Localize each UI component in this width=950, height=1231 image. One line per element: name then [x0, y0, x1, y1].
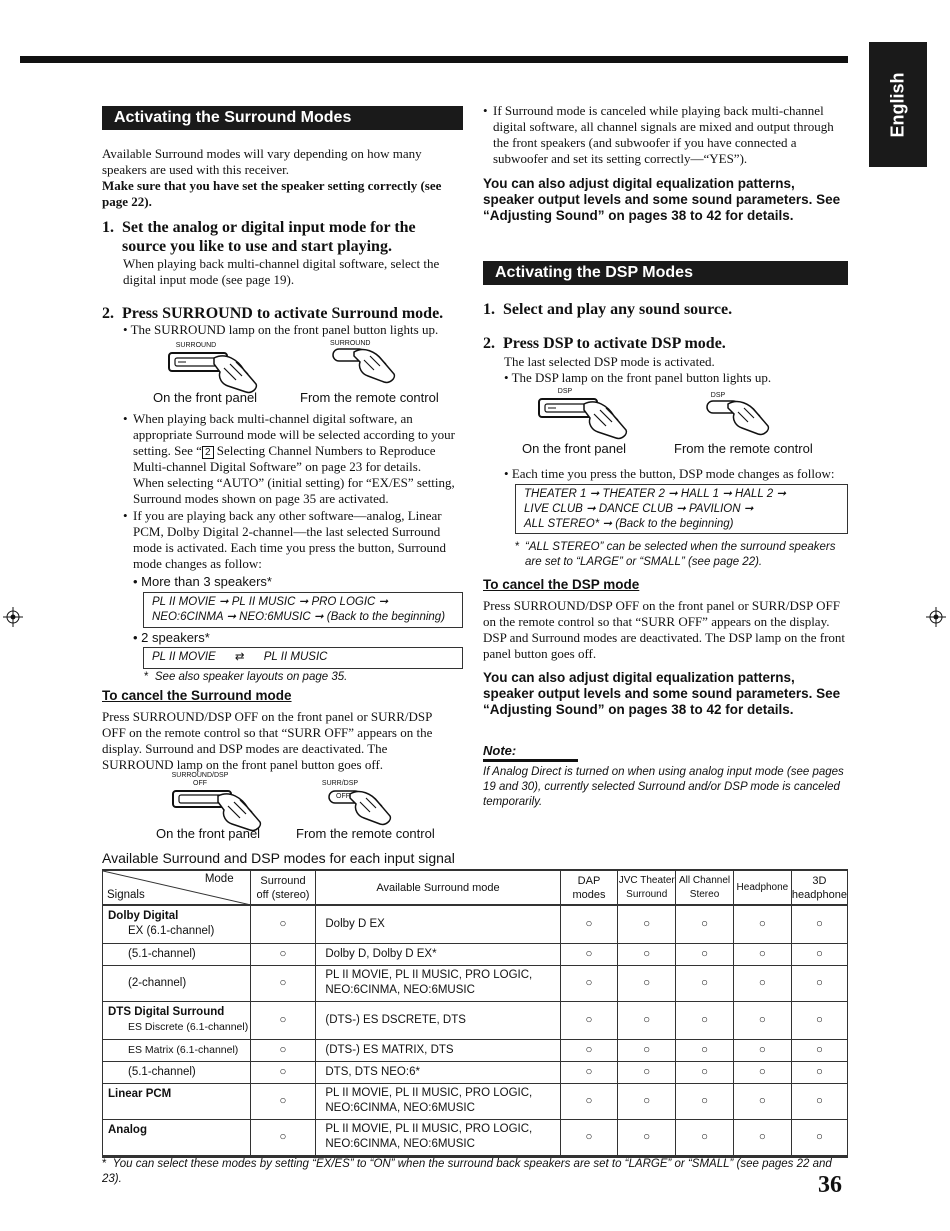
step-title: Select and play any sound source.: [503, 301, 733, 318]
adjust-sound-note-1: You can also adjust digital equalization patterns, speaker output levels and some sound parameters. See “Adjusting Sound” on pages 38 to 42 for details.: [483, 176, 841, 223]
header-3d-headphone: [791, 871, 847, 905]
circle-mark: ○: [676, 965, 734, 1001]
seq-line-2: NEO:6CINMA ➞ NEO:6MUSIC ➞ (Back to the beginning): [152, 611, 446, 623]
cancel-surround-body: Press SURROUND/DSP OFF on the front panel or SURR/DSP OFF on the remote control so that “SURR OFF” appears on the display. Surround and DSP modes are deactivated. The SURROUND lamp on the front panel button goes off.: [102, 709, 433, 772]
circle-mark: ○: [250, 905, 316, 943]
surround-bullet-multichannel: • When playing back multi-channel digital software, an appropriate Surround mode will be selected according to your setting. See “ 2 Selecting Channel Numbers to Reproduce Multi-channel Digital Software” on page 23 for details. When selecting “AUTO” (initial setting) for “EX/ES” setting, Surround modes shown on page 35 are activated.: [123, 411, 456, 506]
bullet-text: If Surround mode is canceled while playing back multi-channel digital software, all channel signals are mixed and output through the front speakers (and subwoofer if you have connected a subwoofer and set its setting correctly—“YES”).: [493, 103, 834, 166]
seq2-b: PL II MUSIC: [263, 651, 328, 663]
label-line-1: SURROUND/DSP: [171, 772, 229, 779]
surround-sequence-box-2spk: [143, 647, 463, 669]
available-modes-cell: (DTS-) ES MATRIX, DTS: [316, 1039, 560, 1061]
circle-mark: ○: [618, 905, 676, 943]
circle-mark: ○: [560, 1119, 618, 1155]
surround-sequence-box-3spk: [143, 592, 463, 628]
hdr-line-2: modes: [572, 888, 606, 901]
asterisk: *: [266, 574, 272, 589]
circle-mark: ○: [733, 1001, 791, 1039]
note-text: “ALL STEREO” can be selected when the surround speakers are set to “LARGE” or “SMALL” (see page 22).: [525, 541, 836, 568]
header-signals: Signals: [107, 889, 145, 901]
available-modes-cell: DTS, DTS NEO:6*: [316, 1061, 560, 1083]
surround-cancel-bullet: • If Surround mode is canceled while playing back multi-channel digital software, all channel signals are mixed and output through the front speakers (and subwoofer if you have connected a subwoofer and set its setting correctly—“YES”).: [483, 103, 848, 167]
remote-off-label-inner: OFF: [336, 793, 350, 800]
front-panel-dsp-button-icon: [536, 396, 631, 444]
note-body: If Analog Direct is turned on when using analog input mode (see pages 19 and 30), currently selected Surround and/or DSP mode is canceled temporarily.: [483, 766, 844, 808]
signal-cell: [103, 943, 250, 965]
signal-cell: [103, 1001, 250, 1039]
table-row: [103, 1119, 847, 1155]
see-also-text: See also speaker layouts on page 35.: [154, 671, 348, 683]
circle-mark: ○: [250, 1001, 316, 1039]
asterisk: *: [102, 1158, 107, 1170]
step-number: 2.: [483, 335, 495, 352]
note-heading-text: Note:: [483, 743, 517, 758]
table-row: [103, 905, 847, 943]
table-row: [103, 1001, 847, 1039]
dsp-each-time-bullet: • Each time you press the button, DSP mode changes as follow:: [504, 466, 835, 481]
step-title: Set the analog or digital input mode for the: [122, 219, 416, 236]
circle-mark: ○: [618, 943, 676, 965]
front-surround-label: SURROUND: [175, 342, 217, 349]
circle-mark: ○: [250, 1039, 316, 1061]
step-number: 2.: [102, 305, 114, 322]
circle-mark: ○: [791, 1119, 847, 1155]
page-number: 36: [818, 1172, 842, 1198]
circle-mark: ○: [560, 1083, 618, 1119]
header-mode: Mode: [204, 873, 234, 885]
header-all-channel: [676, 871, 734, 905]
available-modes-cell: PL II MOVIE, PL II MUSIC, PRO LOGIC, NEO:6CINMA, NEO:6MUSIC: [316, 1083, 560, 1119]
circle-mark: ○: [676, 1039, 734, 1061]
table-title: Available Surround and DSP modes for each input signal: [102, 850, 455, 866]
signal-group: Dolby Digital: [108, 910, 179, 922]
circle-mark: ○: [733, 905, 791, 943]
dsp-caption-front-panel: On the front panel: [522, 441, 627, 456]
header-jvc: [618, 871, 676, 905]
caption-remote-control: From the remote control: [300, 390, 439, 405]
circle-mark: ○: [560, 965, 618, 1001]
table-header-row: [103, 871, 847, 905]
dsp-step-2-bullet: • The DSP lamp on the front panel button lights up.: [504, 370, 772, 385]
bullet-text: If you are playing back any other software—analog, Linear PCM, Dolby Digital 2-channel—the last selected Surround mode is activated. Each time you press the button, Surround mode changes as follow:: [133, 508, 447, 571]
circle-mark: ○: [560, 1001, 618, 1039]
note-heading-rule: [483, 759, 578, 762]
surround-step-2: [102, 304, 462, 323]
circle-mark: ○: [250, 1083, 316, 1119]
circle-mark: ○: [733, 1061, 791, 1083]
hdr-line-1: JVC Theater: [618, 874, 675, 886]
circle-mark: ○: [791, 1039, 847, 1061]
two-spk-label: 2 speakers: [141, 630, 205, 645]
table-row: [103, 943, 847, 965]
available-modes-cell: PL II MOVIE, PL II MUSIC, PRO LOGIC, NEO:6CINMA, NEO:6MUSIC: [316, 1119, 560, 1155]
table-body: [103, 905, 847, 1155]
step-title: Press SURROUND to activate Surround mode.: [122, 305, 444, 322]
circle-mark: ○: [676, 905, 734, 943]
circle-mark: ○: [791, 905, 847, 943]
circle-mark: ○: [618, 1061, 676, 1083]
see-also-note: [144, 670, 347, 685]
circle-mark: ○: [676, 1119, 734, 1155]
circle-mark: ○: [560, 1061, 618, 1083]
circle-mark: ○: [250, 1061, 316, 1083]
language-tab-label: English: [887, 71, 908, 138]
circle-mark: ○: [791, 943, 847, 965]
more-than-3-speakers: • More than 3 speakers*: [133, 574, 272, 589]
more3-label: More than 3 speakers: [141, 574, 267, 589]
cancel-dsp-body: Press SURROUND/DSP OFF on the front panel or SURR/DSP OFF on the remote control so that “SURR OFF” appears on the display. DSP and Surround modes are deactivated. The DSP lamp on the front panel button goes off.: [483, 598, 846, 661]
table-row: [103, 1061, 847, 1083]
step-title: Press DSP to activate DSP mode.: [503, 335, 726, 352]
remote-off-label: SURR/DSP: [321, 780, 359, 787]
circle-mark: ○: [676, 1083, 734, 1119]
header-surround-off: [250, 871, 316, 905]
header-dap: [560, 871, 618, 905]
signal-subtype: EX (6.1-channel): [128, 925, 215, 937]
registration-mark-right-icon: [926, 607, 946, 627]
asterisk: *: [515, 541, 520, 553]
asterisk: *: [144, 671, 149, 683]
surround-intro: Available Surround modes will vary depending on how many speakers are used with this receiver.: [102, 146, 422, 177]
circle-mark: ○: [676, 1001, 734, 1039]
signal-subtype: (5.1-channel): [128, 947, 196, 960]
label-line-2: OFF: [193, 780, 207, 787]
surround-bullet-other-software: • If you are playing back any other software—analog, Linear PCM, Dolby Digital 2-channel—the last selected Surround mode is activated. Each time you press the button, Surround mode changes as follow:: [123, 508, 465, 572]
modes-table: [102, 869, 848, 1158]
available-modes-cell: Dolby D EX: [316, 905, 560, 943]
dsp-seq-line-3: ALL STEREO* ➞ (Back to the beginning): [524, 518, 734, 530]
dsp-caption-remote-control: From the remote control: [674, 441, 813, 456]
signal-subtype: (5.1-channel): [128, 1065, 196, 1078]
available-modes-cell: PL II MOVIE, PL II MUSIC, PRO LOGIC, NEO:6CINMA, NEO:6MUSIC: [316, 965, 560, 1001]
header-mode-signals: [103, 871, 250, 905]
signal-subtype: (2-channel): [128, 976, 187, 989]
adjust-sound-note-2: You can also adjust digital equalization patterns, speaker output levels and some sound parameters. See “Adjusting Sound” on pages 38 to 42 for details.: [483, 670, 841, 717]
dsp-section-title: Activating the DSP Modes: [483, 261, 848, 285]
step-number: 1.: [483, 301, 495, 318]
table-row: [103, 1039, 847, 1061]
hdr-line-1: All Channel: [678, 874, 731, 886]
circle-mark: ○: [733, 1039, 791, 1061]
signal-cell: [103, 1061, 250, 1083]
footnote-text: You can select these modes by setting “EX/ES” to “ON” when the surround back speakers are set to “LARGE” or “SMALL” (see pages 22 and 23).: [102, 1158, 832, 1185]
cancel-dsp-heading: To cancel the DSP mode: [483, 577, 640, 592]
hdr-line-1: 3D: [812, 874, 827, 887]
bullet-text: Each time you press the button, DSP mode changes as follow:: [511, 466, 835, 481]
front-off-label: [162, 772, 238, 788]
cancel-surround-heading: To cancel the Surround mode: [102, 688, 292, 703]
surround-section-title: Activating the Surround Modes: [102, 106, 463, 130]
caption-remote-control-2: From the remote control: [296, 826, 435, 841]
table-row: [103, 1083, 847, 1119]
table-footnote: [102, 1157, 848, 1187]
signal-group: Analog: [108, 1123, 147, 1136]
caption-front-panel-2: On the front panel: [156, 826, 261, 841]
dsp-sequence-box: [515, 484, 848, 534]
circle-mark: ○: [733, 1083, 791, 1119]
circle-mark: ○: [733, 965, 791, 1001]
two-speakers: • 2 speakers*: [133, 630, 210, 645]
swap-arrow-icon: ⇄: [234, 651, 245, 663]
circle-mark: ○: [618, 965, 676, 1001]
registration-mark-left-icon: [3, 607, 23, 627]
circle-mark: ○: [618, 1039, 676, 1061]
signal-group: Linear PCM: [108, 1087, 172, 1100]
front-dsp-label: DSP: [557, 388, 573, 395]
signal-group: DTS Digital Surround: [108, 1005, 225, 1018]
dsp-seq-line-1: THEATER 1 ➞ THEATER 2 ➞ HALL 1 ➞ HALL 2 ➞: [524, 488, 787, 500]
circle-mark: ○: [560, 905, 618, 943]
header-available: Available Surround mode: [316, 871, 560, 905]
dsp-step-1: [483, 300, 848, 319]
hdr-line-1: DAP: [577, 874, 601, 887]
header-headphone: Headphone: [733, 871, 791, 905]
note-heading: [483, 743, 578, 762]
circle-mark: ○: [791, 965, 847, 1001]
circle-mark: ○: [733, 943, 791, 965]
circle-mark: ○: [560, 943, 618, 965]
bullet-text: When playing back multi-channel digital software, an appropriate Surround mode will be selected according to your setting. See “: [133, 411, 456, 458]
step-number: 1.: [102, 219, 114, 236]
hdr-line-2: headphone: [791, 888, 847, 901]
step-title-cont: source you like to use and start playing.: [122, 238, 392, 255]
surround-step-1-body: When playing back multi-channel digital software, select the digital input mode (see page 19).: [123, 256, 440, 287]
bullet-text: The DSP lamp on the front panel button lights up.: [511, 370, 772, 385]
available-modes-cell: Dolby D, Dolby D EX*: [316, 943, 560, 965]
remote-dsp-label: DSP: [710, 392, 726, 399]
language-tab: [869, 42, 927, 167]
circle-mark: ○: [250, 965, 316, 1001]
surround-intro-bold: Make sure that you have set the speaker setting correctly (see page 22).: [102, 178, 442, 209]
seq-line-1: PL II MOVIE ➞ PL II MUSIC ➞ PRO LOGIC ➞: [152, 596, 389, 608]
hdr-line-2: Stereo: [689, 888, 720, 900]
hdr-line-2: off (stereo): [256, 888, 310, 901]
circle-mark: ○: [791, 1061, 847, 1083]
signal-cell: [103, 965, 250, 1001]
bullet-text-auto: When selecting “AUTO” (initial setting) for “EX/ES” setting, Surround modes shown on page 35 are activated.: [133, 475, 455, 506]
circle-mark: ○: [250, 943, 316, 965]
signal-cell: [103, 1119, 250, 1155]
circle-mark: ○: [618, 1083, 676, 1119]
caption-front-panel: On the front panel: [153, 390, 258, 405]
available-modes-cell: (DTS-) ES DSCRETE, DTS: [316, 1001, 560, 1039]
signal-cell: [103, 1039, 250, 1061]
reference-box: 2: [202, 446, 214, 459]
remote-surround-button-icon: [330, 346, 400, 386]
signal-cell: [103, 905, 250, 943]
hdr-line-1: Surround: [260, 874, 306, 887]
circle-mark: ○: [560, 1039, 618, 1061]
circle-mark: ○: [676, 1061, 734, 1083]
signal-cell: [103, 1083, 250, 1119]
asterisk: *: [204, 630, 210, 645]
seq2-a: PL II MOVIE: [152, 651, 216, 663]
circle-mark: ○: [791, 1001, 847, 1039]
circle-mark: ○: [618, 1001, 676, 1039]
dsp-step-2-body: The last selected DSP mode is activated.: [504, 354, 715, 369]
bullet-text: The SURROUND lamp on the front panel button lights up.: [130, 322, 439, 337]
signal-subtype: ES Matrix (6.1-channel): [128, 1043, 239, 1056]
remote-surround-label: SURROUND: [330, 340, 371, 347]
surround-step-2-bullet: • The SURROUND lamp on the front panel button lights up.: [123, 322, 439, 337]
all-stereo-note: [515, 540, 848, 570]
circle-mark: ○: [676, 943, 734, 965]
surround-step-1: [102, 218, 462, 256]
circle-mark: ○: [791, 1083, 847, 1119]
circle-mark: ○: [250, 1119, 316, 1155]
dsp-step-2: [483, 334, 848, 353]
table-row: [103, 965, 847, 1001]
dsp-seq-line-2: LIVE CLUB ➞ DANCE CLUB ➞ PAVILION ➞: [524, 503, 754, 515]
signal-subtype: ES Discrete (6.1-channel): [128, 1020, 249, 1033]
circle-mark: ○: [733, 1119, 791, 1155]
bullet-text-cont: Selecting Channel Numbers to Reproduce Multi-channel Digital Software” on page 23 for details.: [133, 443, 436, 474]
hdr-line-2: Surround: [626, 888, 668, 900]
circle-mark: ○: [618, 1119, 676, 1155]
remote-dsp-button-icon: [704, 398, 774, 438]
top-rule: [20, 56, 848, 63]
